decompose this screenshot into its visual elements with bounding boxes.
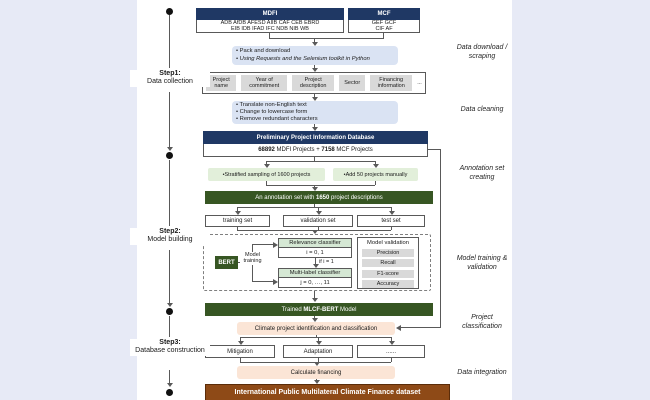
timeline-arrowhead: [167, 303, 173, 307]
step1-label: [130, 70, 210, 87]
database-header: Preliminary Project Information Database: [203, 131, 428, 144]
step2-label: [130, 228, 210, 245]
trained-pre: Trained: [281, 306, 304, 313]
connector: [252, 244, 273, 245]
cleaning-bullet-2: • Change to lowercase form: [236, 109, 394, 116]
timeline-dot-1: [166, 152, 173, 159]
connector: [314, 291, 315, 298]
cleaning-bullet-1: • Translate non-English text: [236, 102, 394, 109]
model-training-label: Model training: [240, 252, 265, 265]
connector: [375, 181, 376, 185]
trained-post: Model: [338, 306, 357, 313]
field-sector: Sector: [339, 75, 365, 91]
final-dataset-box: International Public Multilateral Climate Finance dataset: [205, 384, 450, 400]
annotation-set-text: [255, 195, 382, 201]
annotation-model-training: Model training & validation: [456, 255, 508, 271]
timeline-line: [169, 370, 170, 384]
arrowhead: [314, 380, 320, 384]
multilabel-classifier-header: Multi-label classifier: [278, 268, 352, 278]
connector: [266, 161, 375, 162]
timeline-line: [169, 250, 170, 304]
model-validation-title: Model validation: [367, 240, 409, 246]
mitigation-box: Mitigation: [205, 345, 275, 358]
timeline-line: [169, 316, 170, 337]
connector: [240, 337, 391, 338]
mcf-line1: GEF GCF: [371, 19, 397, 26]
step2-title: Step2:: [159, 228, 181, 235]
adaptation-box: Adaptation: [283, 345, 353, 358]
connector: [391, 358, 392, 362]
field-project-name: Project name: [206, 75, 236, 91]
annotation-pre: An annotation set with: [255, 194, 316, 201]
feedback-connector: [401, 327, 441, 328]
mdfi-count: 68892: [258, 147, 275, 153]
model-validation-box: [357, 237, 419, 289]
arrowhead: [312, 298, 318, 302]
annotation-annotation-set: Annotation set creating: [459, 165, 505, 181]
timeline-dot-top: [166, 8, 173, 15]
trained-model-text: [282, 307, 357, 313]
metric-f1-score: F1-score: [362, 270, 414, 278]
mdfi-line2: EIB IDB IFAD IFC NDB NIB WB: [231, 26, 309, 32]
field-financing-information: Financing information: [370, 75, 412, 91]
annotation-data-download: Data download / scraping: [456, 44, 508, 60]
scraping-box: [232, 46, 398, 65]
connector: [269, 38, 384, 39]
database-body: [203, 144, 428, 157]
arrowhead: [312, 127, 318, 131]
condition-label: if i = 1: [319, 259, 334, 265]
scraping-bullet-1: • Pack and download: [236, 48, 394, 55]
other-category-box: ......: [357, 345, 425, 358]
step3-label: [130, 339, 210, 356]
step3-title: Step3:: [159, 339, 181, 346]
mdfi-count-label: MDFI Projects +: [274, 147, 322, 153]
test-set-box: test set: [357, 215, 425, 227]
classification-box: Climate project identification and classification: [237, 322, 395, 335]
mcf-count: 7158: [321, 147, 335, 153]
field-ellipsis: ...: [417, 80, 422, 86]
mcf-count-label: MCF Projects: [334, 147, 373, 153]
cleaning-box: [232, 101, 398, 124]
timeline-dot-2: [166, 308, 173, 315]
timeline-line: [169, 92, 170, 148]
annotation-count: 1650: [316, 194, 330, 201]
cleaning-bullet-3: • Remove redundant characters: [236, 116, 394, 123]
annotation-project-classification: Project classification: [462, 314, 502, 330]
mcf-line2: CIF AF: [375, 26, 393, 32]
arrowhead: [396, 325, 401, 331]
connector: [266, 185, 375, 186]
annotation-data-integration: Data integration: [457, 369, 507, 376]
connector: [252, 281, 273, 282]
annotation-post: project descriptions: [329, 194, 383, 201]
validation-set-box: validation set: [283, 215, 353, 227]
relevance-classifier-header: Relevance classifier: [278, 238, 352, 248]
metric-recall: Recall: [362, 259, 414, 267]
field-project-description: Project description: [292, 75, 334, 91]
step1-desc: Data collection: [147, 78, 193, 86]
manual-add-box: • Add 50 projects manually: [333, 168, 418, 181]
mdfi-line1: ADB AfDB AFESD AIIB CAF CEB EBRD: [220, 19, 320, 26]
mdfi-body: [196, 20, 344, 33]
annotation-data-cleaning: Data cleaning: [460, 106, 504, 113]
connector: [391, 227, 392, 230]
feedback-connector: [440, 149, 441, 327]
database-counts: [258, 147, 373, 153]
metric-precision: Precision: [362, 249, 414, 257]
training-set-box: training set: [205, 215, 270, 227]
trained-name: MLCF-BERT: [303, 306, 339, 313]
timeline-arrowhead: [167, 147, 173, 151]
mcf-header: MCF: [348, 8, 420, 20]
timeline-dot-3: [166, 389, 173, 396]
step2-desc: Model building: [147, 236, 193, 244]
timeline-arrowhead: [167, 383, 173, 387]
timeline-line: [169, 160, 170, 226]
annotation-set-box: [205, 191, 433, 204]
metric-accuracy: Accuracy: [362, 280, 414, 288]
mcf-body: [348, 20, 420, 33]
multilabel-formula: j = 0, …, 11: [278, 278, 352, 288]
mdfi-header: MDFI: [196, 8, 344, 20]
trained-model-box: [205, 303, 433, 316]
stratified-sampling-box: • Stratified sampling of 1600 projects: [208, 168, 325, 181]
calculate-financing-box: Calculate financing: [237, 366, 395, 379]
connector: [237, 207, 391, 208]
field-year-of-commitment: Year of commitment: [241, 75, 287, 91]
step1-title: Step1:: [159, 70, 181, 77]
timeline-line: [169, 15, 170, 68]
step3-desc: Database construction: [135, 347, 205, 355]
fields-container: [202, 72, 426, 94]
relevance-formula: i = 0, 1: [278, 248, 352, 258]
scraping-bullet-2: • Using Requests and the Selenium toolkit in Python: [236, 56, 394, 63]
bert-box: BERT: [215, 256, 238, 269]
